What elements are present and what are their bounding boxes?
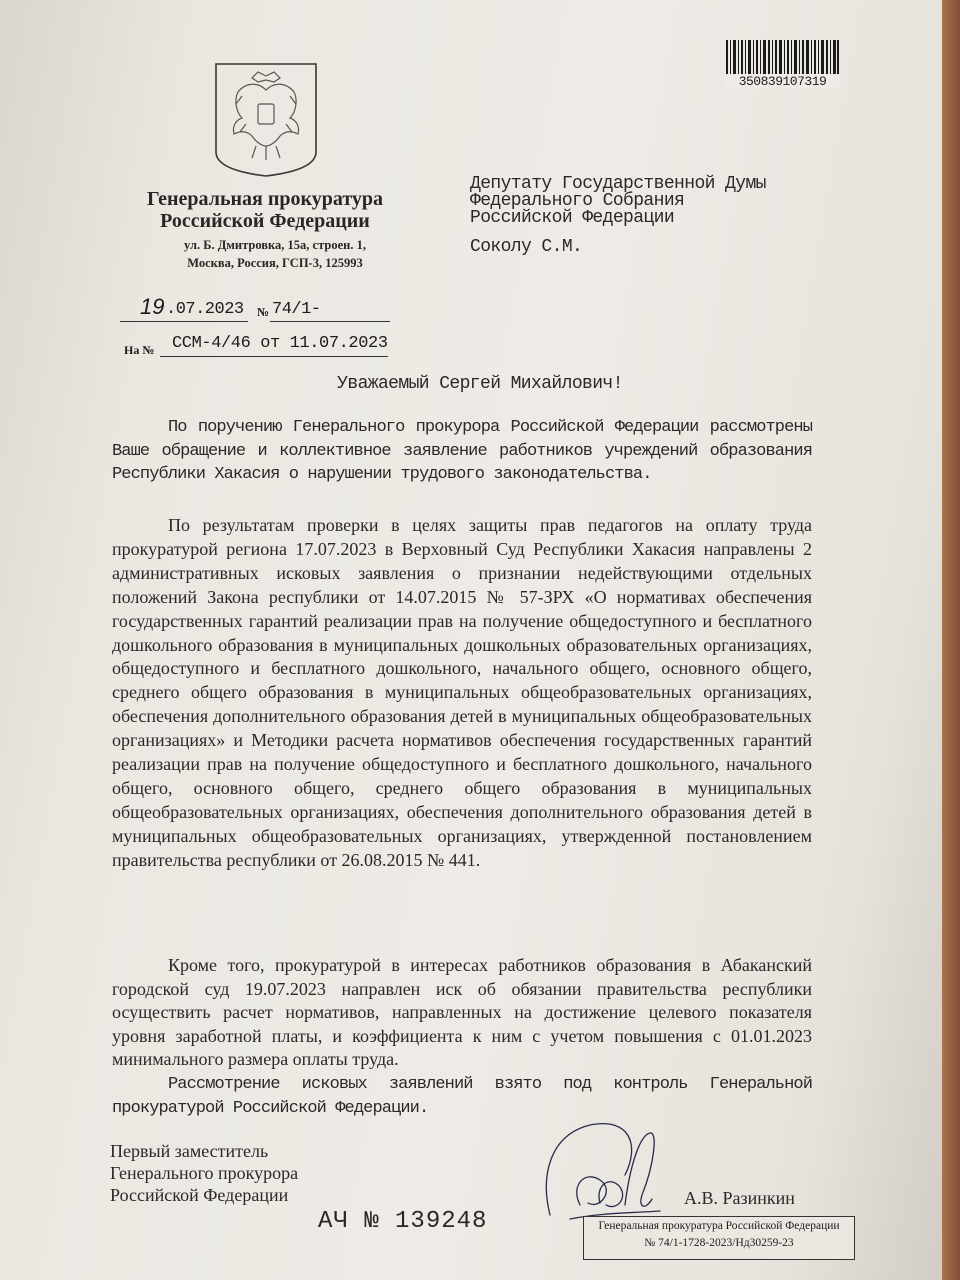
signer-title: Российской Федерации [110,1185,289,1205]
body-paragraph: По результатам проверки в целях защиты прав педагогов на оплату труда прокуратурой региона 17.07.2023 в Верховный Суд Республики Хакасия направлены 2 административных исковых заявления о признании недействующими отдельных положений Закона республики от 14.07.2015 № 57-ЗРХ «О нормативах обеспечения государственных гарантий реализации прав на получение общедоступного и бесплатного дошкольного образования в муниципальных дошкольных образовательных организациях, общедоступного и бесплатного дошкольного, начального общего, основного общего, среднего общего образования в муниципальных общеобразовательных организациях, обеспечения дополнительного образования детей в муниципальных общеобразовательных организациях» и Методики расчета нормативов обеспечения государственных гарантий реализации прав на получение общедоступного и бесплатного дошкольного, начального общего, основного общего, среднего общего образования в муниципальных общеобразовательных организациях, обеспечения дополнительного образования детей в муниципальных общеобразовательных организациях, утвержденной постановлением правительства республики от 26.08.2015 № 441. [112,515,812,870]
recipient-name: Соколу С.М. [470,237,583,257]
reference-number: 74/1- [272,300,321,319]
desk-edge [942,0,960,1280]
reply-underline [160,356,388,357]
signer-name: А.В. Разинкин [684,1188,795,1208]
sender-address-street: ул. Б. Дмитровка, 15а, строен. 1, [184,238,366,252]
number-underline [270,321,390,322]
registration-stamp [583,1216,855,1260]
sender-org-name: Генеральная прокуратура [146,188,384,210]
reference-day-handwritten: 19 [140,294,165,319]
signer-title: Первый заместитель [110,1141,269,1161]
stamp-org: Генеральная прокуратура Российской Федерации [598,1220,840,1232]
body-paragraph: Кроме того, прокуратурой в интересах работников образования в Абаканский городской суд 19.07.2023 направлен иск об обязании правительства республики осуществить расчет нормативов, направленных на достижение целевого показателя уровня заработной платы, и коэффициента к ним с учетом повышения с 01.01.2023 минимального размера оплаты труда. [112,955,812,1070]
reply-to-value: ССМ-4/46 от 11.07.2023 [172,334,388,353]
date-underline [120,321,248,322]
salutation-text: Уважаемый Сергей Михайлович! [337,374,623,394]
sender-org-country: Российской Федерации [160,210,370,232]
reference-number-label: № [257,305,270,319]
reply-to-label: На № [124,343,155,357]
barcode-number: 350839107319 [725,74,840,89]
signer-title: Генерального прокурора [110,1163,299,1183]
recipient-line: Депутату Государственной Думы [470,174,766,194]
form-serial-number: АЧ № 139248 [318,1208,488,1235]
body-paragraph: По поручению Генерального прокурора Российской Федерации рассмотрены Ваше обращение и коллективное заявление работников учреждений образования Республики Хакасия о нарушении трудового законодательства. [112,418,812,485]
reference-date: .07.2023 [166,300,244,319]
stamp-number: № 74/1-1728-2023/Нд30259-23 [644,1237,794,1249]
handwritten-signature [530,1115,680,1225]
salutation [0,374,960,394]
body-paragraph: Рассмотрение исковых заявлений взято под контроль Генеральной прокуратурой Российской Федерации. [112,1075,812,1118]
sender-address-city: Москва, Россия, ГСП-3, 125993 [187,256,363,270]
coat-of-arms-emblem [212,60,320,178]
recipient-line: Российской Федерации [470,208,675,228]
recipient-line: Федерального Собрания [470,191,685,211]
